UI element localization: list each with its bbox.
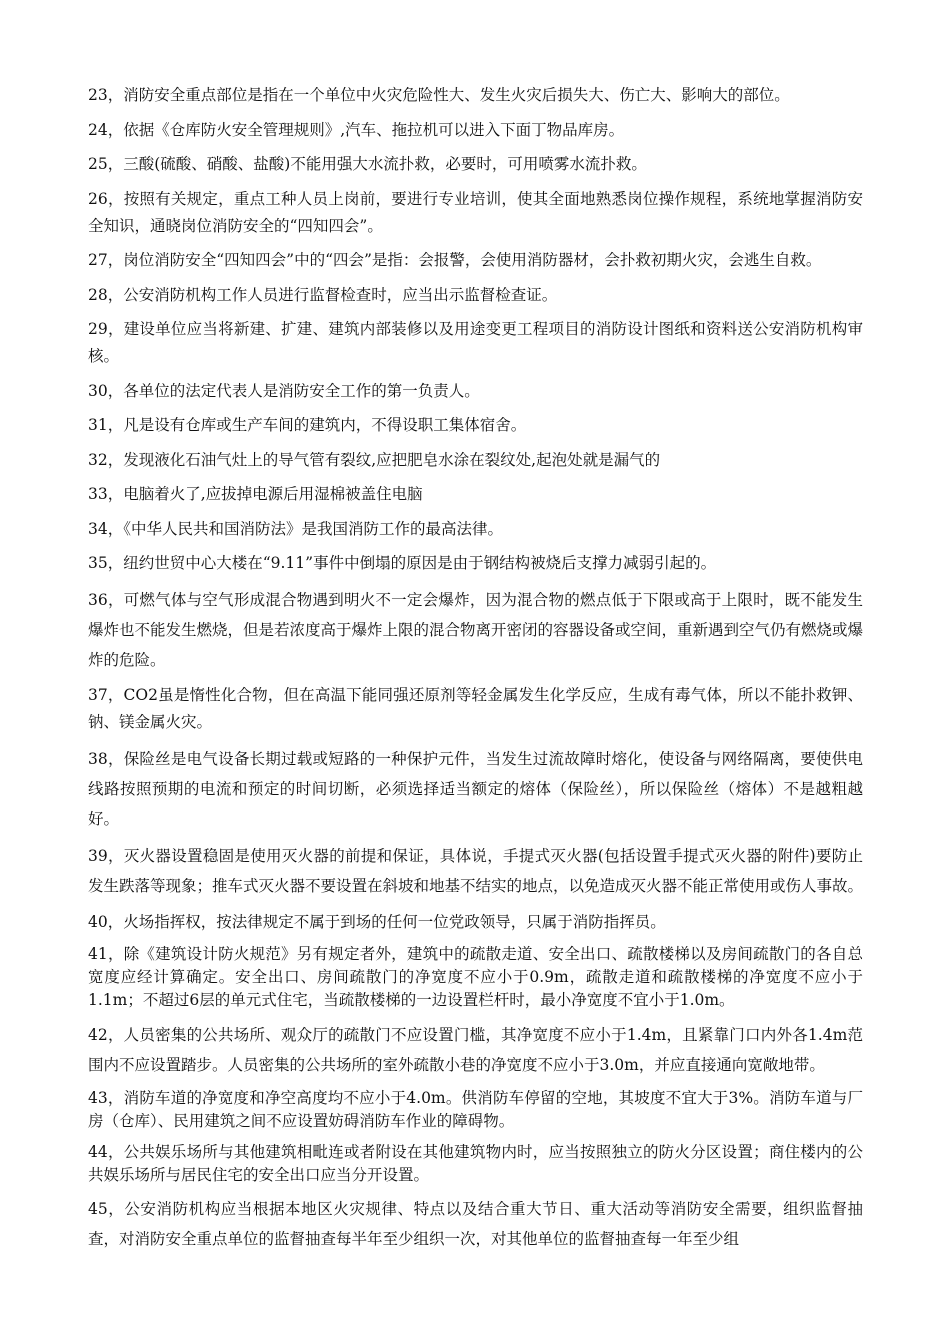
list-item: 39，灭火器设置稳固是使用灭火器的前提和保证，具体说，手提式灭火器(包括设置手提式灭火器的附件)要防止发生跌落等现象；推车式灭火器不要设置在斜坡和地基不结实的地点，以免造成灭火器不能正常使用或伤人事故。 bbox=[88, 847, 864, 895]
list-item: 32，发现液化石油气灶上的导气管有裂纹,应把肥皂水涂在裂纹处,起泡处就是漏气的 bbox=[88, 450, 661, 469]
list-item: 38，保险丝是电气设备长期过载或短路的一种保护元件，当发生过流故障时熔化，使设备与网络隔离，要使供电线路按照预期的电流和预定的时间切断，必须选择适当额定的熔体（保险丝），所以保险丝（熔体）不是越粗越好。 bbox=[88, 749, 863, 828]
list-item: 34，《中华人民共和国消防法》是我国消防工作的最高法律。 bbox=[88, 519, 503, 538]
list-item: 41，除《建筑设计防火规范》另有规定者外，建筑中的疏散走道、安全出口、疏散楼梯以及房间疏散门的各自总宽度应经计算确定。安全出口、房间疏散门的净宽度不应小于0.9m，疏散走道和疏散楼梯的净宽度不应小于1.1m；不超过6层的单元式住宅，当疏散楼梯的一边设置栏杆时，最小净宽度不宜小于1.0m。 bbox=[88, 945, 863, 1009]
list-item: 23，消防安全重点部位是指在一个单位中火灾危险性大、发生火灾后损失大、伤亡大、影响大的部位。 bbox=[88, 86, 790, 104]
list-item: 25，三酸(硫酸、硝酸、盐酸)不能用强大水流扑救，必要时，可用喷雾水流扑救。 bbox=[88, 155, 647, 173]
list-item: 35，纽约世贸中心大楼在“9.11”事件中倒塌的原因是由于钢结构被烧后支撑力减弱引起的。 bbox=[88, 554, 717, 572]
list-item: 40，火场指挥权，按法律规定不属于到场的任何一位党政领导，只属于消防指挥员。 bbox=[88, 912, 666, 931]
list-item: 45，公安消防机构应当根据本地区火灾规律、特点以及结合重大节日、重大活动等消防安全需要，组织监督抽查，对消防安全重点单位的监督抽查每半年至少组织一次，对其他单位的监督抽查每一年至少组 bbox=[88, 1200, 863, 1248]
list-item: 37，CO2虽是惰性化合物，但在高温下能同强还原剂等轻金属发生化学反应，生成有毒气体，所以不能扑救钾、钠、镁金属火灾。 bbox=[88, 686, 863, 731]
list-item: 27，岗位消防安全“四知四会”中的“四会”是指：会报警，会使用消防器材，会扑救初期火灾，会逃生自救。 bbox=[88, 251, 822, 269]
list-item: 29，建设单位应当将新建、扩建、建筑内部装修以及用途变更工程项目的消防设计图纸和资料送公安消防机构审核。 bbox=[88, 320, 863, 365]
list-item: 44，公共娱乐场所与其他建筑相毗连或者附设在其他建筑物内时，应当按照独立的防火分区设置；商住楼内的公共娱乐场所与居民住宅的安全出口应当分开设置。 bbox=[88, 1142, 863, 1184]
list-item: 31，凡是设有仓库或生产车间的建筑内，不得设职工集体宿舍。 bbox=[88, 416, 527, 434]
list-item: 28，公安消防机构工作人员进行监督检查时，应当出示监督检查证。 bbox=[88, 285, 558, 304]
list-item: 42，人员密集的公共场所、观众厅的疏散门不应设置门槛，其净宽度不应小于1.4m，且紧靠门口内外各1.4m范围内不应设置踏步。人员密集的公共场所的室外疏散小巷的净宽度不应小于3.0m，并应直接通向宽敞地带。 bbox=[88, 1025, 863, 1074]
list-item: 26，按照有关规定，重点工种人员上岗前，要进行专业培训，使其全面地熟悉岗位操作规程，系统地掌握消防安全知识，通晓岗位消防安全的“四知四会”。 bbox=[88, 189, 863, 235]
list-item: 24，依据《仓库防火安全管理规则》,汽车、拖拉机可以进入下面丁物品库房。 bbox=[88, 120, 625, 139]
list-item: 33，电脑着火了,应拔掉电源后用湿棉被盖住电脑 bbox=[88, 485, 423, 503]
document-body bbox=[88, 82, 863, 1262]
list-item: 30，各单位的法定代表人是消防安全工作的第一负责人。 bbox=[88, 381, 480, 400]
list-item: 36，可燃气体与空气形成混合物遇到明火不一定会爆炸，因为混合物的燃点低于下限或高于上限时，既不能发生爆炸也不能发生燃烧，但是若浓度高于爆炸上限的混合物离开密闭的容器设备或空间，重新遇到空气仍有燃烧或爆炸的危险。 bbox=[88, 590, 864, 669]
list-item: 43，消防车道的净宽度和净空高度均不应小于4.0m。供消防车停留的空地，其坡度不宜大于3%。消防车道与厂房（仓库）、民用建筑之间不应设置妨碍消防车作业的障碍物。 bbox=[88, 1089, 863, 1130]
